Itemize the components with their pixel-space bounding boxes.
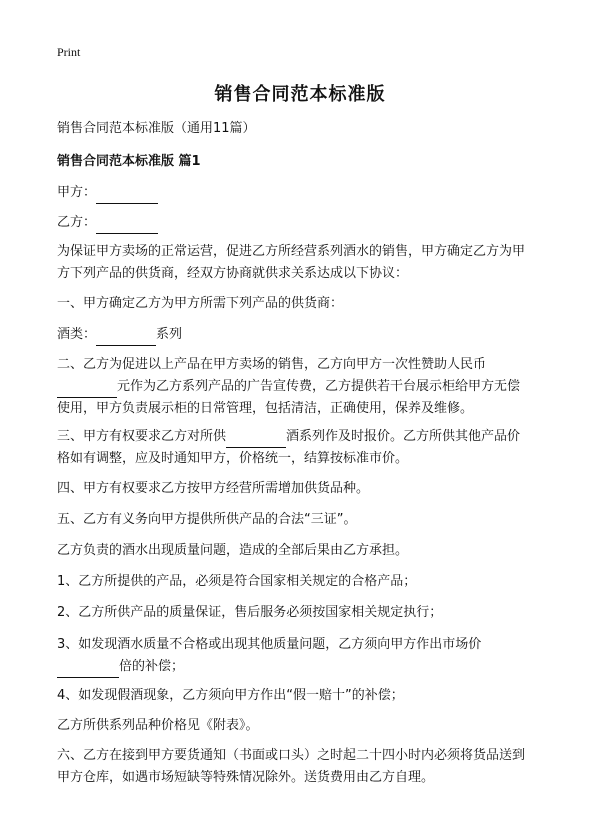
condition-3-suffix: 倍的补偿； [119,659,185,674]
quality-responsibility: 乙方负责的酒水出现质量问题，造成的全部后果由乙方承担。 [57,543,409,558]
condition-4: 4、如发现假酒现象，乙方须向甲方作出“假一赔十”的补偿； [57,688,404,703]
wine-type-label: 酒类： [57,327,97,342]
clause-3-line-2: 格如有调整，应及时通知甲方，价格统一，结算按标准市价。 [57,451,409,466]
party-b-line [57,212,158,234]
clause-1: 一、甲方确定乙方为甲方所需下列产品的供货商： [57,296,344,311]
clause-5: 五、乙方有义务向甲方提供所供产品的合法“三证”。 [57,512,357,527]
intro-paragraph-line-2: 方下列产品的供货商，经双方协商就供求关系达成以下协议： [57,266,409,281]
clause-3-line-1 [57,426,520,448]
price-reference: 乙方所供系列品种价格见《附表》。 [57,718,259,733]
condition-3-line-1: 3、如发现酒水质量不合格或出现其他质量问题，乙方须向甲方作出市场价 [57,637,482,652]
wine-type-line [57,324,182,346]
party-a-label: 甲方： [57,185,97,200]
party-a-blank [96,187,158,204]
document-subtitle: 销售合同范本标准版（通用11篇） [57,121,256,136]
sponsor-amount-blank [57,381,117,398]
clause-6-line-2: 甲方仓库，如遇市场短缺等特殊情况除外。送货费用由乙方自理。 [57,770,435,785]
document-title: 销售合同范本标准版 [214,84,386,105]
wine-type-blank [96,329,156,346]
clause-3-suffix: 酒系列作及时报价。乙方所供其他产品价 [286,429,521,444]
clause-6-line-1: 六、乙方在接到甲方要货通知（书面或口头）之时起二十四小时内必须将货品送到 [57,748,526,763]
condition-2: 2、乙方所供产品的质量保证，售后服务必须按国家相关规定执行； [57,605,443,620]
clause-2-line-2 [57,376,520,398]
party-a-line [57,182,158,204]
clause-2-line-1: 二、乙方为促进以上产品在甲方卖场的销售，乙方向甲方一次性赞助人民币 [57,357,487,372]
clause-2-line-2-text: 元作为乙方系列产品的广告宣传费，乙方提供若干台展示柜给甲方无偿 [117,379,521,394]
clause-3-prefix: 三、甲方有权要求乙方对所供 [57,429,227,444]
intro-paragraph-line-1: 为保证甲方卖场的正常运营，促进乙方所经营系列酒水的销售，甲方确定乙方为甲 [57,244,526,259]
clause-2-line-3: 使用，甲方负责展示柜的日常管理，包括清洁，正确使用，保养及维修。 [57,401,474,416]
party-b-blank [96,217,158,234]
party-b-label: 乙方： [57,215,97,230]
compensation-multiple-blank [57,661,119,678]
print-label[interactable]: Print [57,45,81,59]
section-heading: 销售合同范本标准版 篇1 [57,154,201,169]
condition-1: 1、乙方所提供的产品，必须是符合国家相关规定的合格产品； [57,574,417,589]
clause-4: 四、甲方有权要求乙方按甲方经营所需增加供货品种。 [57,481,370,496]
condition-3-line-2 [57,656,184,678]
wine-type-suffix: 系列 [156,327,183,342]
wine-series-blank [226,431,286,448]
